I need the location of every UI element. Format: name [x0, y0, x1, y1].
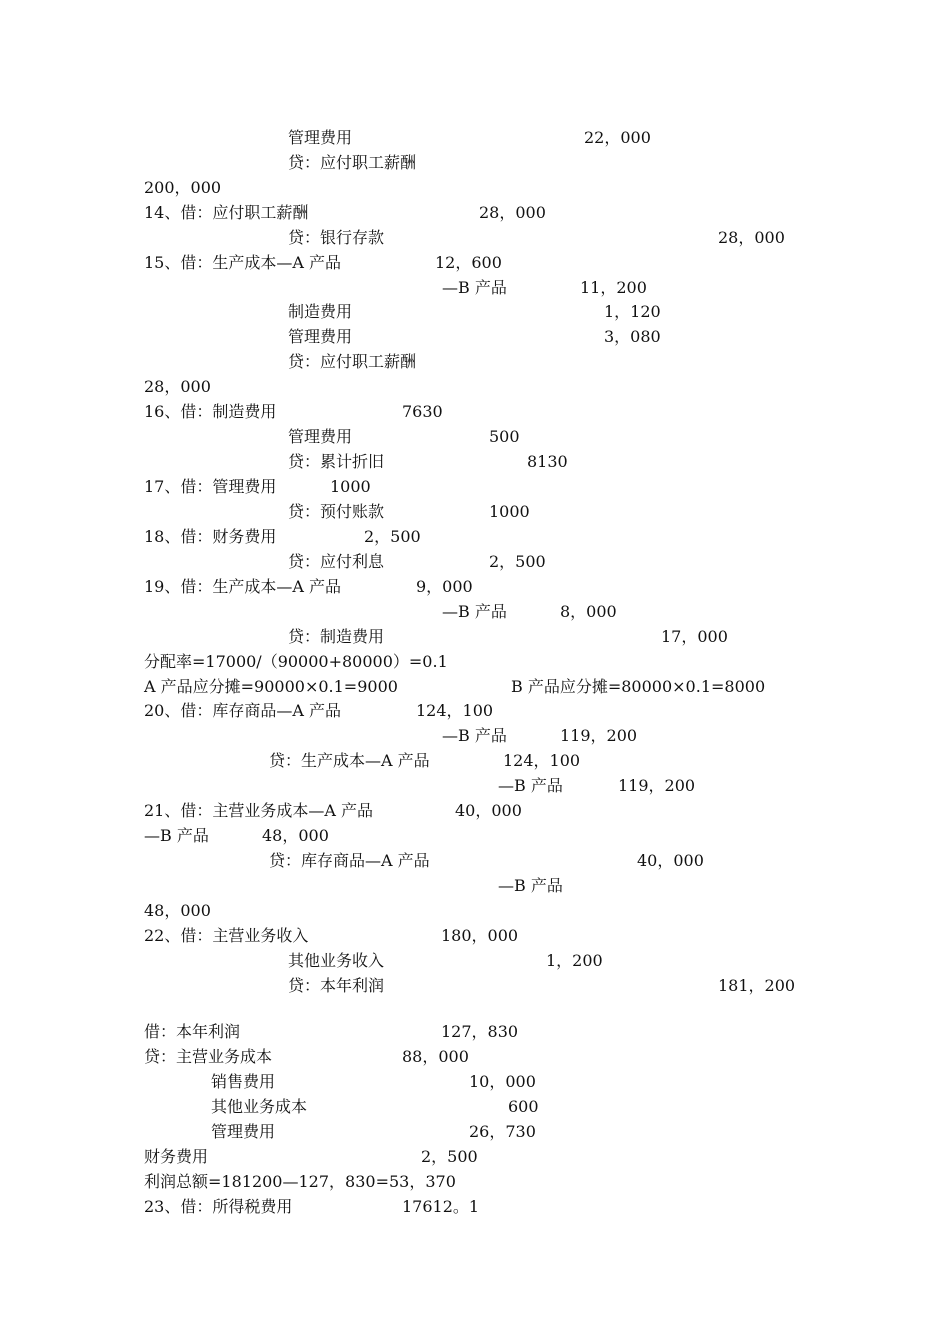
text-line: 制造费用	[288, 302, 353, 321]
text-line: 19、借：生产成本—A 产品	[144, 577, 342, 596]
amount: 11，200	[580, 278, 647, 297]
text-line: —B 产品	[498, 776, 563, 795]
text-line: 管理费用	[211, 1122, 276, 1141]
amount: 40，000	[455, 801, 522, 820]
text-line: 17、借：管理费用	[144, 477, 277, 496]
text-line: 分配率=17000/（90000+80000）=0.1	[144, 652, 448, 671]
amount: 12，600	[435, 253, 502, 272]
text-line: 利润总额=181200—127，830=53，370	[144, 1172, 456, 1191]
amount: 22，000	[584, 128, 651, 147]
amount: 26，730	[469, 1122, 536, 1141]
amount: 28，000	[718, 228, 785, 247]
text-line: 贷：预付账款	[288, 502, 385, 521]
text-line: B 产品应分摊=80000×0.1=8000	[511, 677, 766, 696]
amount: 48，000	[262, 826, 329, 845]
text-line: 贷：制造费用	[288, 627, 385, 646]
amount: 40，000	[637, 851, 704, 870]
text-line: —B 产品	[442, 278, 507, 297]
text-line: 14、借：应付职工薪酬	[144, 203, 309, 222]
amount: 127，830	[441, 1022, 519, 1041]
text-line: 18、借：财务费用	[144, 527, 277, 546]
amount: 180，000	[441, 926, 519, 945]
amount: 1000	[330, 477, 371, 496]
amount: 1，120	[604, 302, 661, 321]
amount: 8，000	[560, 602, 617, 621]
text-line: 管理费用	[288, 327, 353, 346]
amount: 1000	[489, 502, 530, 521]
amount: 124，100	[503, 751, 581, 770]
text-line: 贷：银行存款	[288, 228, 385, 247]
amount: 200，000	[144, 178, 222, 197]
text-line: —B 产品	[144, 826, 209, 845]
text-line: 20、借：库存商品—A 产品	[144, 701, 342, 720]
amount: 119，200	[618, 776, 696, 795]
amount: 28，000	[144, 377, 211, 396]
amount: 600	[508, 1097, 539, 1116]
text-line: 15、借：生产成本—A 产品	[144, 253, 342, 272]
text-line: 16、借：制造费用	[144, 402, 277, 421]
amount: 88，000	[402, 1047, 469, 1066]
amount: 2，500	[364, 527, 421, 546]
amount: 124，100	[416, 701, 494, 720]
amount: 9，000	[416, 577, 473, 596]
text-line: 贷：应付职工薪酬	[288, 352, 417, 371]
amount: 10，000	[469, 1072, 536, 1091]
amount: 1，200	[546, 951, 603, 970]
amount: 3，080	[604, 327, 661, 346]
amount: 7630	[402, 402, 443, 421]
text-line: 财务费用	[144, 1147, 209, 1166]
text-line: 其他业务收入	[288, 951, 385, 970]
text-line: 销售费用	[211, 1072, 276, 1091]
text-line: —B 产品	[442, 602, 507, 621]
text-line: 贷：主营业务成本	[144, 1047, 273, 1066]
text-line: 其他业务成本	[211, 1097, 308, 1116]
text-line: —B 产品	[442, 726, 507, 745]
amount: 8130	[527, 452, 568, 471]
amount: 17612。1	[402, 1197, 480, 1216]
text-line: 管理费用	[288, 427, 353, 446]
text-line: 22、借：主营业务收入	[144, 926, 309, 945]
amount: 28，000	[479, 203, 546, 222]
text-line: 23、借：所得税费用	[144, 1197, 293, 1216]
amount: 500	[489, 427, 520, 446]
text-line: 21、借：主营业务成本—A 产品	[144, 801, 374, 820]
amount: 48，000	[144, 901, 211, 920]
amount: 2，500	[489, 552, 546, 571]
text-line: 管理费用	[288, 128, 353, 147]
amount: 181，200	[718, 976, 796, 995]
amount: 119，200	[560, 726, 638, 745]
text-line: 贷：应付利息	[288, 552, 385, 571]
text-line: 贷：库存商品—A 产品	[269, 851, 430, 870]
text-line: 贷：应付职工薪酬	[288, 153, 417, 172]
amount: 17，000	[661, 627, 728, 646]
text-line: 借：本年利润	[144, 1022, 241, 1041]
text-line: 贷：本年利润	[288, 976, 385, 995]
text-line: 贷：生产成本—A 产品	[269, 751, 430, 770]
text-line: —B 产品	[498, 876, 563, 895]
amount: 2，500	[421, 1147, 478, 1166]
text-line: 贷：累计折旧	[288, 452, 385, 471]
text-line: A 产品应分摊=90000×0.1=9000	[144, 677, 398, 696]
